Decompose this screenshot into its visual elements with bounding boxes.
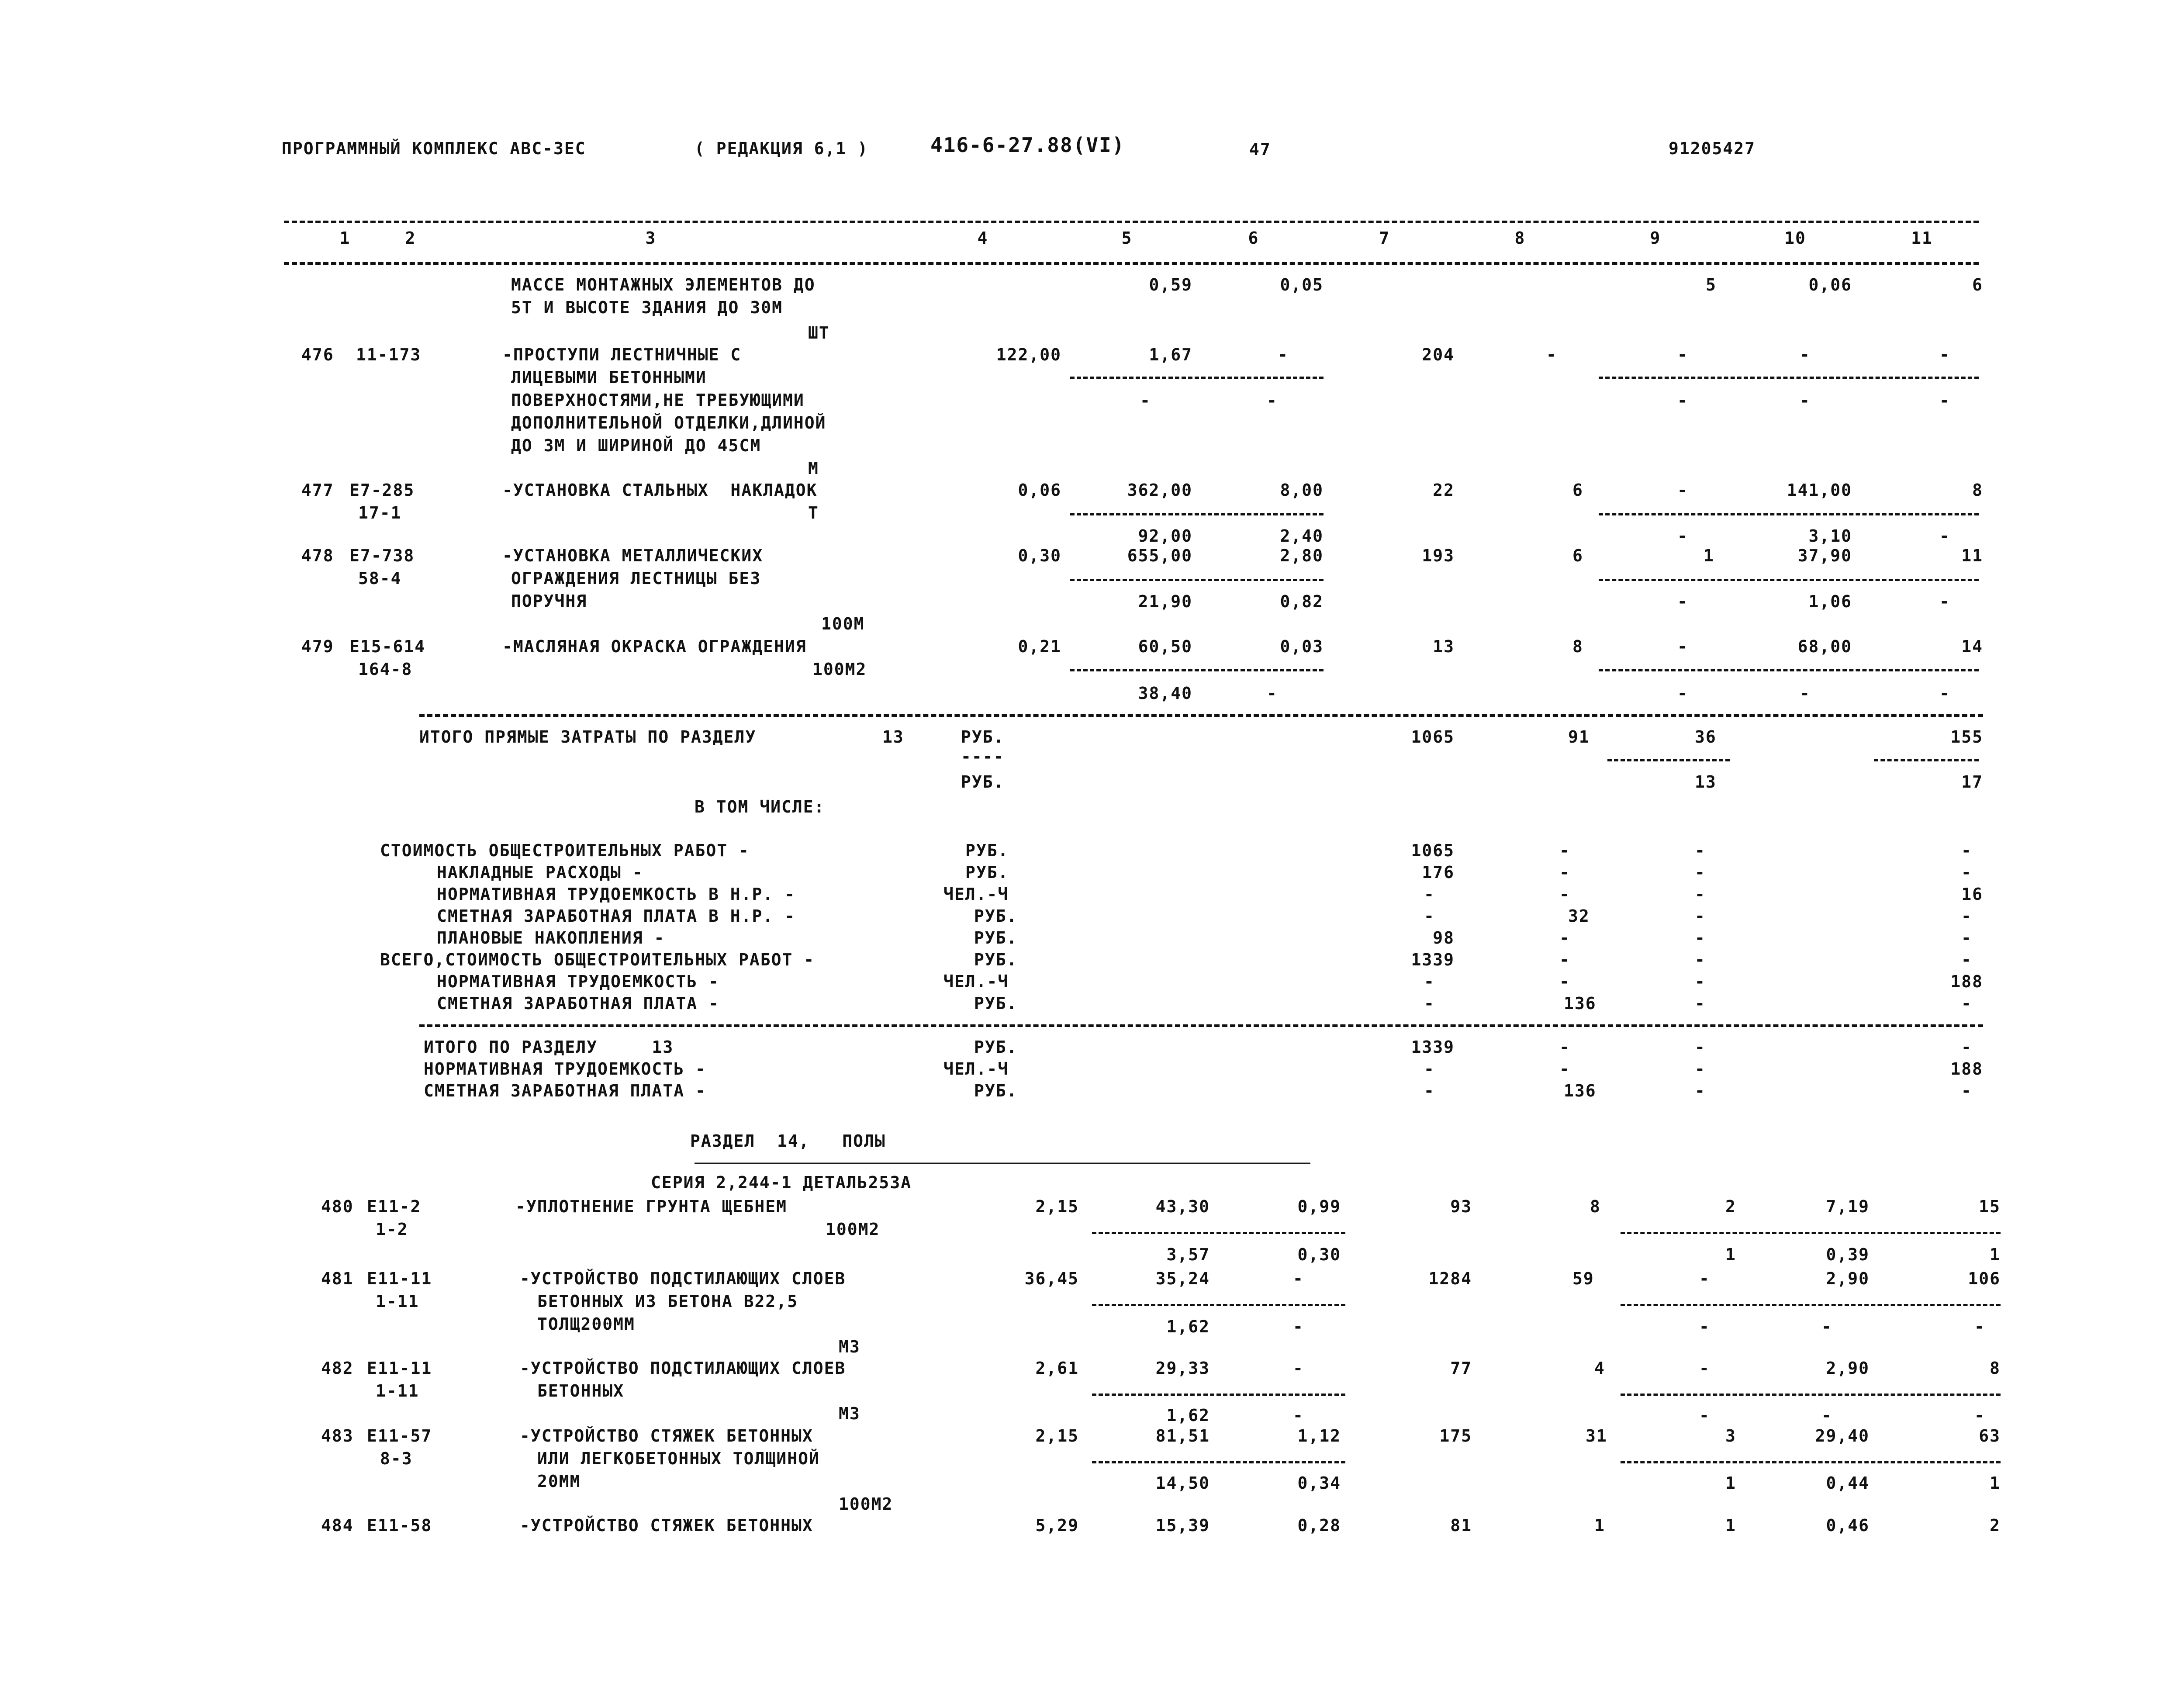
line-label: СМЕТНАЯ ЗАРАБОТНАЯ ПЛАТА - [437,994,719,1013]
row-desc: БЕТОННЫХ ИЗ БЕТОНА В22,5 [537,1292,798,1311]
cell: 2,40 [1280,526,1324,546]
col-num: 9 [1650,228,1661,248]
unit: Т [808,503,819,522]
cell: 0,03 [1280,637,1324,656]
cell: 98 [1433,928,1455,948]
cell: 1,06 [1808,592,1852,611]
cell: 188 [1950,972,1983,991]
cell: 0,44 [1826,1473,1870,1493]
cell: - [1695,950,1706,969]
row-subcode: 164-8 [358,660,413,679]
cell: 188 [1950,1059,1983,1079]
col-num: 11 [1911,228,1933,248]
cell: - [1546,345,1557,364]
row-desc: -УСТРОЙСТВО ПОДСТИЛАЮЩИХ СЛОЕВ [520,1359,846,1378]
cell: 0,34 [1297,1473,1341,1493]
cell: 1 [1725,1473,1736,1493]
cell: 15,39 [1155,1516,1210,1535]
cell: - [1559,841,1570,860]
cell: - [1961,863,1972,882]
cell: 1 [1990,1245,2001,1264]
cell: - [1939,391,1950,410]
cell: 2,90 [1826,1269,1870,1288]
cell-rule [1599,513,1979,515]
cell: 1 [1725,1516,1736,1535]
table-rule [419,714,1983,717]
line-label: НОРМАТИВНАЯ ТРУДОЕМКОСТЬ - [437,972,719,991]
cell: 1339 [1411,1037,1455,1057]
cell: - [1278,345,1289,364]
cell: - [1800,391,1811,410]
table-rule [284,262,1979,265]
cell: 8 [1990,1359,2001,1378]
cell: - [1267,684,1278,703]
cell: 0,82 [1280,592,1324,611]
cell: - [1559,972,1570,991]
cell: - [1559,885,1570,904]
row-code: Е11-2 [367,1197,422,1216]
cell: 63 [1979,1426,2001,1445]
cell: 8,00 [1280,481,1324,500]
cell: 1339 [1411,950,1455,969]
cell-rule [1599,579,1979,581]
cell: - [1677,592,1688,611]
cell: 2,90 [1826,1359,1870,1378]
unit: РУБ. [974,1037,1018,1057]
cell: 77 [1450,1359,1472,1378]
unit: ШТ [808,323,830,342]
cell-rule [1070,579,1324,581]
line-label: ВСЕГО,СТОИМОСТЬ ОБЩЕСТРОИТЕЛЬНЫХ РАБОТ - [380,950,815,969]
cell: - [1677,481,1688,500]
cell: 175 [1439,1426,1472,1445]
row-subcode: 1-11 [376,1381,419,1401]
row-code: 11-173 [356,345,422,364]
project-code: 416-6-27.88(VI) [930,133,1125,157]
unit: РУБ. [974,906,1018,926]
unit: М [808,459,819,478]
cell: - [1677,637,1688,656]
row-code: Е11-57 [367,1426,432,1445]
col-num: 3 [645,228,657,248]
unit-dash: ---- [961,747,1005,766]
cell: 0,06 [1808,275,1852,294]
cell-rule [1621,1232,2001,1234]
cell: - [1939,345,1950,364]
cell: - [1695,928,1706,948]
row-subcode: 8-3 [380,1449,413,1468]
cell: - [1695,841,1706,860]
cell: 122,00 [996,345,1061,364]
cell: 81 [1450,1516,1472,1535]
section-underline [695,1162,1310,1164]
row-desc: -УСТРОЙСТВО СТЯЖЕК БЕТОННЫХ [520,1516,813,1535]
row-number: 483 [321,1426,354,1445]
cell: 32 [1568,906,1590,926]
cell: 68,00 [1797,637,1852,656]
cell: - [1695,863,1706,882]
unit: ЧЕЛ.-Ч [943,972,1009,991]
cell-rule [1070,669,1324,671]
row-subcode: 58-4 [358,569,402,588]
section-title: РАЗДЕЛ 14, ПОЛЫ [690,1131,886,1151]
row-code: Е7-738 [349,546,415,565]
cell: 22 [1433,481,1455,500]
unit: РУБ. [974,928,1018,948]
line-label: СМЕТНАЯ ЗАРАБОТНАЯ ПЛАТА В Н.Р. - [437,906,795,926]
cell: 176 [1422,863,1455,882]
col-num: 10 [1784,228,1806,248]
cell: 141,00 [1787,481,1852,500]
cell: - [1695,906,1706,926]
cell: - [1821,1406,1832,1425]
row-desc: -МАСЛЯНАЯ ОКРАСКА ОГРАЖДЕНИЯ [502,637,807,656]
row-code: Е15-614 [349,637,426,656]
row-desc: -УСТРОЙСТВО СТЯЖЕК БЕТОННЫХ [520,1426,813,1445]
row-desc: БЕТОННЫХ [537,1381,625,1401]
cell: - [1939,526,1950,546]
cell: 362,00 [1127,481,1192,500]
unit: 100М2 [812,660,867,679]
cell-rule [1874,759,1979,761]
cell: 1065 [1411,841,1455,860]
row-desc: -УСТРОЙСТВО ПОДСТИЛАЮЩИХ СЛОЕВ [520,1269,846,1288]
program-title: ПРОГРАММНЫЙ КОМПЛЕКС АВС-ЗЕС [282,139,586,158]
row-desc: ЛИЦЕВЫМИ БЕТОННЫМИ [511,368,707,387]
cell-rule [1621,1461,2001,1463]
line-label: СМЕТНАЯ ЗАРАБОТНАЯ ПЛАТА - [424,1081,706,1100]
row-desc: -УСТАНОВКА СТАЛЬНЫХ НАКЛАДОК [502,481,818,500]
cell: - [1800,684,1811,703]
row-number: 480 [321,1197,354,1216]
cell: 14 [1961,637,1983,656]
row-desc: ТОЛЩ200ММ [537,1314,635,1334]
unit: ЧЕЛ.-Ч [943,885,1009,904]
row-code: Е11-11 [367,1359,432,1378]
line-label: НОРМАТИВНАЯ ТРУДОЕМКОСТЬ - [424,1059,706,1079]
unit: М3 [839,1404,860,1423]
cell: - [1140,391,1151,410]
cell: 15 [1979,1197,2001,1216]
cell: 0,39 [1826,1245,1870,1264]
cell: 60,50 [1138,637,1192,656]
cell: 11 [1961,546,1983,565]
cell: 0,28 [1297,1516,1341,1535]
cell: - [1677,684,1688,703]
cell: 193 [1422,546,1455,565]
cell-rule [1092,1394,1345,1396]
cell: - [1695,1037,1706,1057]
cell: - [1961,950,1972,969]
cell: - [1424,906,1435,926]
cell: 13 [1433,637,1455,656]
cell: - [1961,841,1972,860]
page-number: 47 [1249,140,1271,159]
cell: - [1699,1317,1710,1336]
cell-rule [1599,377,1979,379]
cell: 1,62 [1166,1317,1210,1336]
line-label: НАКЛАДНЫЕ РАСХОДЫ - [437,863,643,882]
cell: - [1424,1081,1435,1100]
cell: 29,40 [1815,1426,1870,1445]
cell: 0,05 [1280,275,1324,294]
cell: 36,45 [1024,1269,1079,1288]
cell: - [1293,1317,1304,1336]
cell: 136 [1564,994,1597,1013]
col-num: 5 [1121,228,1133,248]
unit: РУБ. [974,950,1018,969]
cell: - [1939,592,1950,611]
unit: РУБ. [965,863,1009,882]
cell: - [1293,1269,1304,1288]
row-desc: -ПРОСТУПИ ЛЕСТНИЧНЫЕ С [502,345,742,364]
cell: 4 [1594,1359,1605,1378]
unit: 100М2 [839,1494,893,1514]
cell: - [1559,928,1570,948]
cell: - [1424,972,1435,991]
cell: - [1424,885,1435,904]
cell: 31 [1586,1426,1607,1445]
cell: 1 [1990,1473,2001,1493]
cell: 1065 [1411,727,1455,747]
cell: 0,59 [1149,275,1192,294]
cell: - [1974,1317,1985,1336]
row-desc: ОГРАЖДЕНИЯ ЛЕСТНИЦЫ БЕЗ [511,569,761,588]
cell: 1,12 [1297,1426,1341,1445]
cell: - [1695,1059,1706,1079]
cell: 8 [1590,1197,1601,1216]
cell: 91 [1568,727,1590,747]
edition: ( РЕДАКЦИЯ 6,1 ) [695,139,869,158]
cell-rule [1599,669,1979,671]
row-code: Е7-285 [349,481,415,500]
cell: - [1695,1081,1706,1100]
cell: 2,15 [1035,1426,1079,1445]
cell: - [1559,1059,1570,1079]
totals-label: ИТОГО ПРЯМЫЕ ЗАТРАТЫ ПО РАЗДЕЛУ [419,727,757,747]
unit: М3 [839,1337,860,1356]
col-num: 7 [1379,228,1390,248]
unit: ЧЕЛ.-Ч [943,1059,1009,1079]
cell: 29,33 [1155,1359,1210,1378]
cell: 155 [1950,727,1983,747]
line-label: ИТОГО ПО РАЗДЕЛУ 13 [424,1037,674,1057]
cell: - [1677,526,1688,546]
cell: 38,40 [1138,684,1192,703]
cell: 655,00 [1127,546,1192,565]
unit: РУБ. [961,727,1005,747]
unit: РУБ. [965,841,1009,860]
cell: - [1961,1081,1972,1100]
cell: 0,06 [1018,481,1061,500]
cell: 0,30 [1297,1245,1341,1264]
row-number: 481 [321,1269,354,1288]
row-desc: -УСТАНОВКА МЕТАЛЛИЧЕСКИХ [502,546,764,565]
cell: 0,30 [1018,546,1061,565]
row-number: 484 [321,1516,354,1535]
col-num: 1 [339,228,351,248]
col-num: 8 [1514,228,1526,248]
cell-rule [1070,377,1324,379]
cell: 1 [1594,1516,1605,1535]
unit: РУБ. [961,772,1005,792]
cell: 5,29 [1035,1516,1079,1535]
totals-section: 13 [882,727,904,747]
cell-rule [1092,1304,1345,1306]
cell: 8 [1972,481,1983,500]
cell: - [1559,863,1570,882]
row-code: Е11-58 [367,1516,432,1535]
cell: 1,62 [1166,1406,1210,1425]
cell: 2 [1725,1197,1736,1216]
cell: 136 [1564,1081,1597,1100]
row-desc: ДОПОЛНИТЕЛЬНОЙ ОТДЕЛКИ,ДЛИНОЙ [511,413,826,432]
row-subcode: 1-11 [376,1292,419,1311]
cell: - [1677,391,1688,410]
row-desc: ИЛИ ЛЕГКОБЕТОННЫХ ТОЛЩИНОЙ [537,1449,820,1468]
row-code: Е11-11 [367,1269,432,1288]
cell: - [1293,1406,1304,1425]
row-number: 477 [301,481,334,500]
cell: - [1699,1406,1710,1425]
row-desc: ПОВЕРХНОСТЯМИ,НЕ ТРЕБУЮЩИМИ [511,391,805,410]
cell: 5 [1706,275,1717,294]
row-desc: МАССЕ МОНТАЖНЫХ ЭЛЕМЕНТОВ ДО [511,275,816,294]
series-title: СЕРИЯ 2,244-1 ДЕТАЛЬ253А [651,1173,912,1192]
cell: - [1699,1269,1710,1288]
row-number: 478 [301,546,334,565]
cell: - [1961,1037,1972,1057]
cell: 37,90 [1797,546,1852,565]
table-rule [284,221,1979,223]
line-label: НОРМАТИВНАЯ ТРУДОЕМКОСТЬ В Н.Р. - [437,885,795,904]
unit: 100М2 [826,1220,880,1239]
cell: - [1559,1037,1570,1057]
cell: 16 [1961,885,1983,904]
cell-rule [1070,513,1324,515]
cell: 106 [1968,1269,2001,1288]
cell: 7,19 [1826,1197,1870,1216]
cell: - [1695,885,1706,904]
cell: 36 [1695,727,1717,747]
cell: 0,46 [1826,1516,1870,1535]
cell: 2,80 [1280,546,1324,565]
cell: - [1267,391,1278,410]
row-number: 482 [321,1359,354,1378]
line-label: ПЛАНОВЫЕ НАКОПЛЕНИЯ - [437,928,665,948]
col-num: 2 [405,228,416,248]
cell: 3,57 [1166,1245,1210,1264]
cell: - [1974,1406,1985,1425]
cell: 0,21 [1018,637,1061,656]
col-num: 4 [977,228,988,248]
col-num: 6 [1248,228,1259,248]
row-desc: 5Т И ВЫСОТЕ ЗДАНИЯ ДО 30М [511,298,783,317]
row-desc: 20ММ [537,1472,581,1491]
unit: РУБ. [974,1081,1018,1100]
cell: 3 [1725,1426,1736,1445]
cell: 6 [1572,481,1583,500]
cell: 21,90 [1138,592,1192,611]
cell: - [1961,928,1972,948]
cell: 17 [1961,772,1983,792]
unit: РУБ. [974,994,1018,1013]
unit: 100М [821,614,865,633]
cell: 1 [1704,546,1714,565]
cell: 204 [1422,345,1455,364]
cell: 93 [1450,1197,1472,1216]
cell-rule [1092,1461,1345,1463]
cell: 14,50 [1155,1473,1210,1493]
row-desc: ПОРУЧНЯ [511,591,587,611]
cell: 8 [1572,637,1583,656]
cell: - [1699,1359,1710,1378]
cell: - [1424,1059,1435,1079]
cell: 35,24 [1155,1269,1210,1288]
row-desc: ДО 3М И ШИРИНОЙ ДО 45СМ [511,436,761,455]
cell: 92,00 [1138,526,1192,546]
cell: 13 [1695,772,1717,792]
cell: 2,15 [1035,1197,1079,1216]
row-subcode: 17-1 [358,503,402,522]
cell-rule [1607,759,1730,761]
cell: - [1961,906,1972,926]
cell: - [1559,950,1570,969]
line-label: СТОИМОСТЬ ОБЩЕСТРОИТЕЛЬНЫХ РАБОТ - [380,841,750,860]
incl-label: В ТОМ ЧИСЛЕ: [695,797,825,816]
row-number: 476 [301,345,334,364]
cell: - [1939,684,1950,703]
cell: 43,30 [1155,1197,1210,1216]
cell: - [1695,972,1706,991]
cell: 6 [1572,546,1583,565]
cell-rule [1092,1232,1345,1234]
cell: 1 [1725,1245,1736,1264]
cell: - [1424,994,1435,1013]
table-rule [419,1024,1983,1027]
cell: 6 [1972,275,1983,294]
row-number: 479 [301,637,334,656]
cell: 59 [1572,1269,1594,1288]
cell: - [1821,1317,1832,1336]
cell: 2,61 [1035,1359,1079,1378]
row-subcode: 1-2 [376,1220,408,1239]
cell: 81,51 [1155,1426,1210,1445]
cell: 3,10 [1808,526,1852,546]
cell: - [1695,994,1706,1013]
cell: 2 [1990,1516,2001,1535]
cell: - [1800,345,1811,364]
cell: - [1677,345,1688,364]
cell: 1284 [1428,1269,1472,1288]
cell: - [1293,1359,1304,1378]
cell: - [1961,994,1972,1013]
cell-rule [1621,1394,2001,1396]
row-desc: -УПЛОТНЕНИЕ ГРУНТА ЩЕБНЕМ [515,1197,787,1216]
cell: 0,99 [1297,1197,1341,1216]
document-number: 91205427 [1669,139,1756,158]
cell: 1,67 [1149,345,1192,364]
cell-rule [1621,1304,2001,1306]
